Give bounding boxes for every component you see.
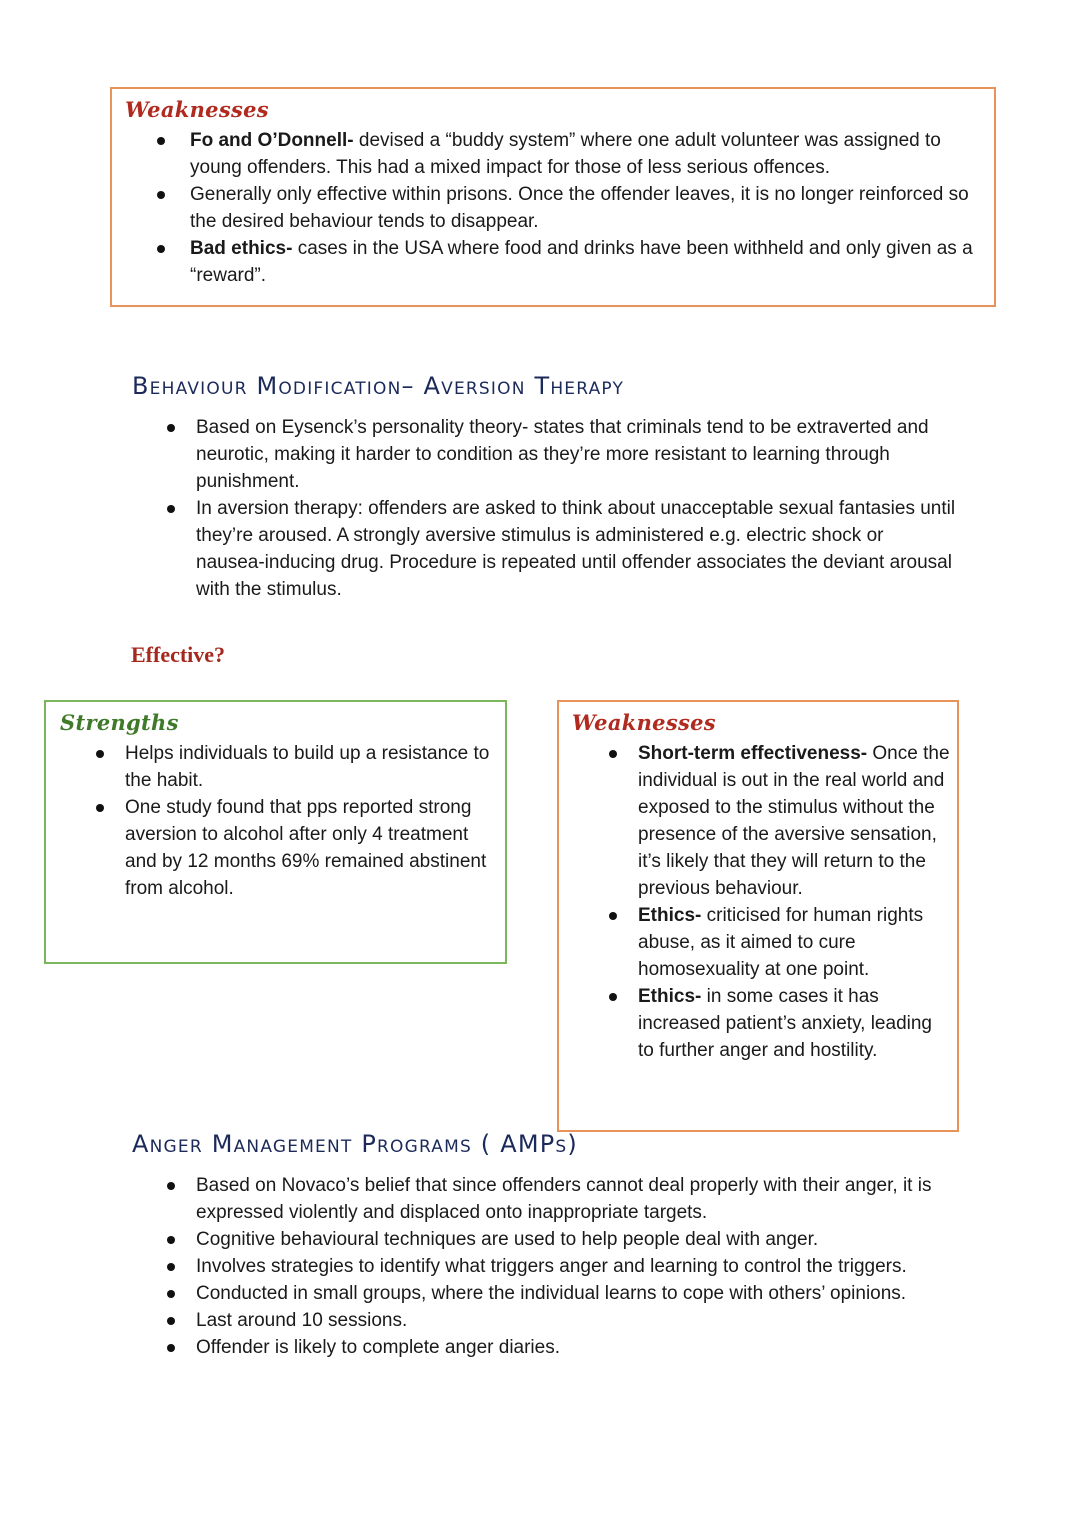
list-item: [638, 902, 953, 983]
item-bold: Bad ethics-: [190, 238, 293, 259]
list-item: [196, 1253, 966, 1280]
list-item: [125, 794, 497, 902]
bullet-icon: [167, 1182, 175, 1190]
list-item: [638, 983, 953, 1064]
item-bold: Ethics-: [638, 905, 702, 926]
list-item: [190, 127, 990, 181]
item-text: criticised for human rights abuse, as it aimed to cure homosexuality at one point.: [638, 905, 924, 980]
item-text: in some cases it has increased patient’s anxiety, leading to further anger and hostility.: [638, 986, 932, 1061]
top-weaknesses-box: [110, 87, 996, 307]
aversion-list: [196, 414, 956, 603]
strengths-title: Strengths: [60, 710, 179, 735]
list-item: [638, 740, 953, 902]
top-weaknesses-title: Weaknesses: [125, 97, 269, 122]
bullet-icon: [157, 191, 165, 199]
amps-heading: Anger Management Programs ( AMPs): [132, 1130, 578, 1158]
aversion-weaknesses-box: [557, 700, 959, 1132]
bullet-icon: [167, 505, 175, 513]
item-text: Based on Eysenck’s personality theory- states that criminals tend to be extraverted and neurotic, making it harder to condition as they’re more resistant to learning through punishment.: [196, 417, 929, 492]
item-text: In aversion therapy: offenders are asked to think about unacceptable sexual fantasies until they’re aroused. A strongly aversive stimulus is administered e.g. electric shock or nausea-inducing drug. Procedure is repeated until offender associates the deviant arousal with the stimulus.: [196, 498, 956, 600]
aversion-weaknesses-title: Weaknesses: [572, 710, 716, 735]
aversion-heading: Behaviour Modification– Aversion Therapy: [132, 372, 625, 400]
list-item: [125, 740, 497, 794]
bullet-icon: [157, 245, 165, 253]
list-item: [196, 1307, 966, 1334]
item-text: Generally only effective within prisons. Once the offender leaves, it is no longer reinforced so the desired behaviour tends to disappear.: [190, 184, 969, 232]
list-item: [196, 1280, 966, 1307]
list-item: [196, 495, 956, 603]
amps-list: [196, 1172, 966, 1361]
list-item: [196, 1226, 966, 1253]
bullet-icon: [167, 1263, 175, 1271]
list-item: [196, 1334, 966, 1361]
item-text: Involves strategies to identify what triggers anger and learning to control the triggers.: [196, 1256, 907, 1277]
item-text: Once the individual is out in the real world and exposed to the stimulus without the presence of the aversive sensation, it’s likely that they will return to the previous behaviour.: [638, 743, 950, 899]
item-bold: Ethics-: [638, 986, 702, 1007]
bullet-icon: [167, 1290, 175, 1298]
item-text: Helps individuals to build up a resistance to the habit.: [125, 743, 490, 791]
bullet-icon: [96, 804, 104, 812]
bullet-icon: [609, 912, 617, 920]
aversion-weaknesses-list: [638, 740, 953, 1064]
top-weaknesses-list: [190, 127, 990, 289]
bullet-icon: [157, 137, 165, 145]
effective-heading: Effective?: [131, 642, 226, 667]
bullet-icon: [167, 1344, 175, 1352]
list-item: [190, 235, 990, 289]
item-text: One study found that pps reported strong aversion to alcohol after only 4 treatment and by 12 months 69% remained abstinent from alcohol.: [125, 797, 487, 899]
strengths-box: [44, 700, 507, 964]
strengths-list: [125, 740, 497, 902]
list-item: [196, 414, 956, 495]
item-text: Cognitive behavioural techniques are used to help people deal with anger.: [196, 1229, 819, 1250]
item-text: cases in the USA where food and drinks have been withheld and only given as a “reward”.: [190, 238, 973, 286]
item-text: Based on Novaco’s belief that since offenders cannot deal properly with their anger, it is expressed violently and displaced onto inappropriate targets.: [196, 1175, 932, 1223]
item-bold: Short-term effectiveness-: [638, 743, 868, 764]
bullet-icon: [609, 750, 617, 758]
bullet-icon: [167, 1236, 175, 1244]
item-text: Offender is likely to complete anger diaries.: [196, 1337, 560, 1358]
list-item: [196, 1172, 966, 1226]
list-item: [190, 181, 990, 235]
bullet-icon: [96, 750, 104, 758]
bullet-icon: [167, 1317, 175, 1325]
item-bold: Fo and O’Donnell-: [190, 130, 354, 151]
bullet-icon: [609, 993, 617, 1001]
item-text: Conducted in small groups, where the individual learns to cope with others’ opinions.: [196, 1283, 907, 1304]
item-text: devised a “buddy system” where one adult volunteer was assigned to young offenders. This had a mixed impact for those of less serious offences.: [190, 130, 941, 178]
bullet-icon: [167, 424, 175, 432]
item-text: Last around 10 sessions.: [196, 1310, 408, 1331]
